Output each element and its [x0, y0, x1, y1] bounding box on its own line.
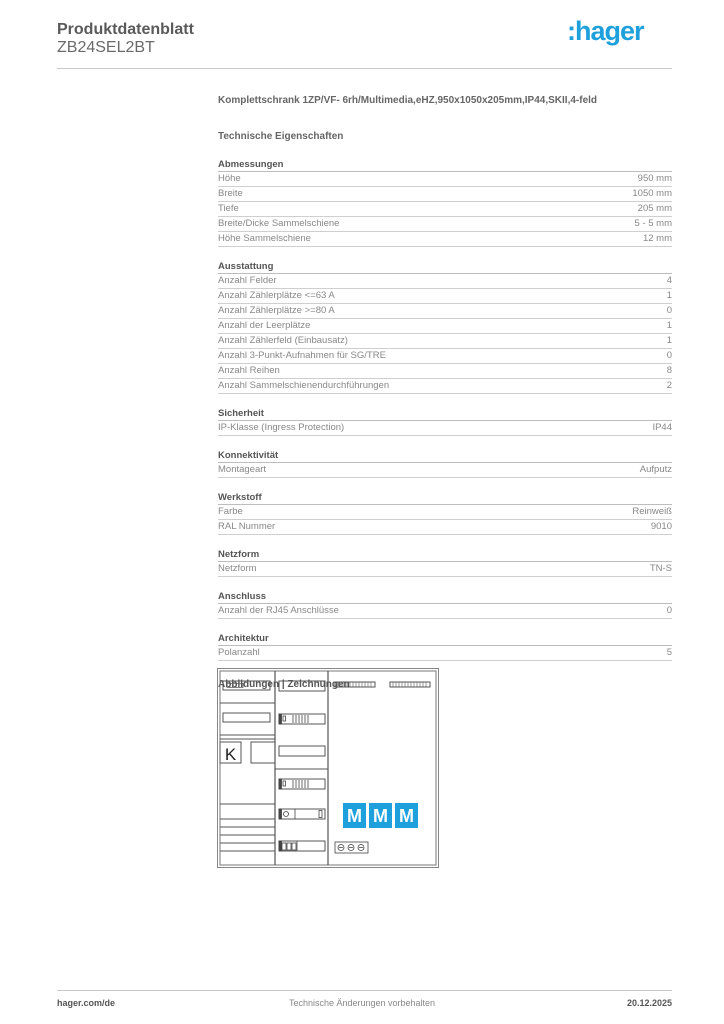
property-row [218, 349, 672, 364]
section-2 [218, 406, 672, 436]
hager-logo: :hager [567, 16, 644, 46]
cabinet-drawing [217, 668, 439, 868]
main-content [218, 95, 672, 693]
property-value: Reinweiß [632, 506, 672, 517]
property-row [218, 505, 672, 520]
section-title: Ausstattung [218, 259, 672, 274]
property-value: 950 mm [637, 173, 672, 184]
property-value: 0 [666, 605, 672, 616]
property-row [218, 604, 672, 619]
property-row [218, 379, 672, 394]
footer-date: 20.12.2025 [626, 998, 672, 1008]
property-label: Polanzahl [218, 647, 260, 658]
property-label: Farbe [218, 506, 243, 517]
product-code: ZB24SEL2BT [57, 39, 155, 56]
property-row [218, 274, 672, 289]
section-7 [218, 631, 672, 661]
header-divider [57, 68, 672, 69]
property-value: 205 mm [637, 203, 672, 214]
svg-text:K: K [224, 745, 237, 764]
multimedia-modules [343, 803, 418, 828]
property-label: Anzahl 3-Punkt-Aufnahmen für SG/TRE [218, 350, 386, 361]
property-sections [218, 157, 672, 661]
property-label: Tiefe [218, 203, 239, 214]
section-title: Netzform [218, 547, 672, 562]
property-row [218, 520, 672, 535]
section-6 [218, 589, 672, 619]
property-value: 0 [666, 305, 672, 316]
property-label: Breite [218, 188, 243, 199]
property-value: IP44 [652, 422, 672, 433]
property-value: 12 mm [642, 233, 672, 244]
property-label: Breite/Dicke Sammelschiene [218, 218, 340, 229]
property-row [218, 319, 672, 334]
svg-text:M: M [399, 806, 414, 826]
property-row [218, 364, 672, 379]
technical-properties-title: Technische Eigenschaften [218, 131, 344, 142]
svg-text:M: M [347, 806, 362, 826]
property-value: 1 [666, 335, 672, 346]
property-row [218, 334, 672, 349]
section-4 [218, 490, 672, 535]
section-title: Architektur [218, 631, 672, 646]
property-value: 5 - 5 mm [634, 218, 672, 229]
property-row [218, 232, 672, 247]
svg-text:M: M [373, 806, 388, 826]
property-value: 0 [666, 350, 672, 361]
property-row [218, 217, 672, 232]
property-label: Anzahl Zählerplätze <=63 A [218, 290, 335, 301]
property-row [218, 421, 672, 436]
property-label: Anzahl der Leerplätze [218, 320, 311, 331]
property-row [218, 202, 672, 217]
property-value: 2 [666, 380, 672, 391]
property-value: 9010 [650, 521, 672, 532]
property-label: Anzahl Sammelschienendurchführungen [218, 380, 390, 391]
section-0 [218, 157, 672, 247]
property-value: 5 [666, 647, 672, 658]
footer-divider [57, 990, 672, 991]
property-value: 1 [666, 320, 672, 331]
footer-notice: Technische Änderungen vorbehalten [288, 998, 436, 1008]
section-title: Anschluss [218, 589, 672, 604]
property-value: Aufputz [639, 464, 672, 475]
property-label: Anzahl Felder [218, 275, 277, 286]
footer-website-link[interactable]: hager.com/de [57, 998, 116, 1008]
property-value: 1 [666, 290, 672, 301]
property-value: 8 [666, 365, 672, 376]
section-title: Abmessungen [218, 157, 672, 172]
property-label: Höhe [218, 173, 241, 184]
property-label: Anzahl Zählerfeld (Einbausatz) [218, 335, 348, 346]
property-label: Netzform [218, 563, 257, 574]
property-label: IP-Klasse (Ingress Protection) [218, 422, 345, 433]
section-title: Sicherheit [218, 406, 672, 421]
product-description: Komplettschrank 1ZP/VF- 6rh/Multimedia,eHZ,950x1050x205mm,IP44,SKII,4-feld [218, 95, 598, 106]
property-label: RAL Nummer [218, 521, 276, 532]
property-row [218, 646, 672, 661]
property-label: Montageart [218, 464, 267, 475]
property-row [218, 304, 672, 319]
property-row [218, 463, 672, 478]
property-value: TN-S [649, 563, 672, 574]
section-1 [218, 259, 672, 394]
property-row [218, 289, 672, 304]
property-label: Anzahl Reihen [218, 365, 280, 376]
section-title: Konnektivität [218, 448, 672, 463]
property-label: Anzahl Zählerplätze >=80 A [218, 305, 335, 316]
property-value: 4 [666, 275, 672, 286]
figures-title: Abbildungen | Zeichnungen [218, 679, 350, 690]
section-5 [218, 547, 672, 577]
section-3 [218, 448, 672, 478]
header-title: Produktdatenblatt [57, 21, 194, 38]
property-row [218, 172, 672, 187]
property-label: Anzahl der RJ45 Anschlüsse [218, 605, 339, 616]
property-row [218, 562, 672, 577]
property-value: 1050 mm [632, 188, 672, 199]
section-title: Werkstoff [218, 490, 672, 505]
property-row [218, 187, 672, 202]
property-label: Höhe Sammelschiene [218, 233, 311, 244]
